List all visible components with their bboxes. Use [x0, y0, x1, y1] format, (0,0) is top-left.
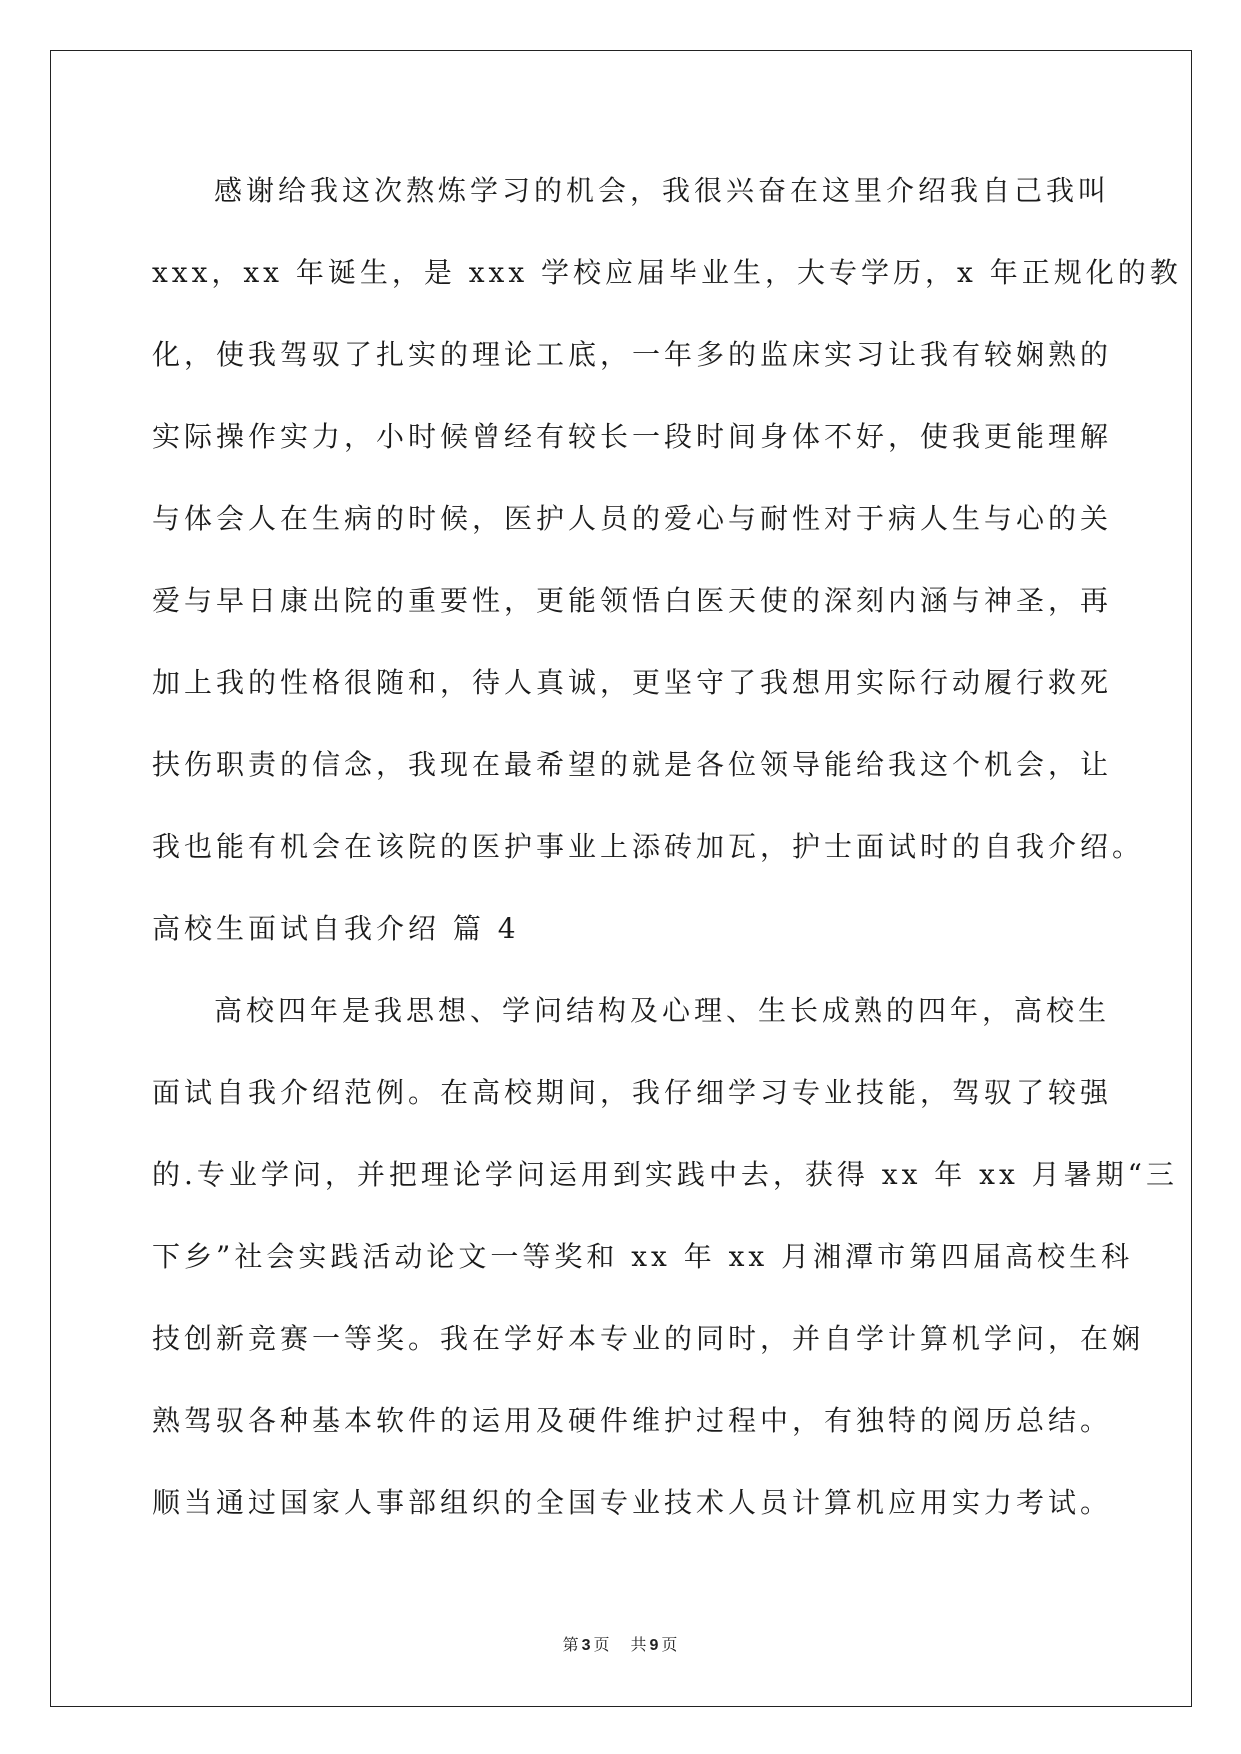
paragraph-1-line-7: 加上我的性格很随和，待人真诚，更坚守了我想用实际行动履行救死: [152, 666, 1113, 699]
paragraph-1-line-6: 爱与早日康出院的重要性，更能领悟白医天使的深刻内涵与神圣，再: [152, 584, 1113, 617]
total-prefix: 共: [630, 1635, 648, 1654]
paragraph-1-line-8: 扶伤职责的信念，我现在最希望的就是各位领导能给我这个机会，让: [152, 748, 1113, 781]
page-footer: [0, 1632, 1241, 1655]
paragraph-1-line-2: xxx，xx 年诞生，是 xxx 学校应届毕业生，大专学历，x 年正规化的教: [152, 256, 1182, 289]
paragraph-2-line-3: 的.专业学问，并把理论学问运用到实践中去，获得 xx 年 xx 月暑期“三: [152, 1158, 1178, 1191]
paragraph-1-line-5: 与体会人在生病的时候，医护人员的爱心与耐性对于病人生与心的关: [152, 502, 1113, 535]
paragraph-2-line-7: 顺当通过国家人事部组织的全国专业技术人员计算机应用实力考试。: [152, 1486, 1113, 1519]
paragraph-1-line-9: 我也能有机会在该院的医护事业上添砖加瓦，护士面试时的自我介绍。: [152, 830, 1145, 863]
page-prefix: 第: [562, 1635, 580, 1654]
paragraph-2-line-5: 技创新竞赛一等奖。我在学好本专业的同时，并自学计算机学问，在娴: [152, 1322, 1145, 1355]
paragraph-2-line-6: 熟驾驭各种基本软件的运用及硬件维护过程中，有独特的阅历总结。: [152, 1404, 1113, 1437]
paragraph-1-line-3: 化，使我驾驭了扎实的理论工底，一年多的监床实习让我有较娴熟的: [152, 338, 1113, 371]
document-body: [152, 167, 1182, 1561]
total-suffix: 页: [661, 1635, 679, 1654]
total-page-count: 9: [649, 1637, 660, 1654]
paragraph-1-line-4: 实际操作实力，小时候曾经有较长一段时间身体不好，使我更能理解: [152, 420, 1113, 453]
section-heading: 高校生面试自我介绍 篇 4: [152, 912, 520, 945]
paragraph-2-line-2: 面试自我介绍范例。在高校期间，我仔细学习专业技能，驾驭了较强: [152, 1076, 1113, 1109]
paragraph-2-line-4: 下乡”社会实践活动论文一等奖和 xx 年 xx 月湘潭市第四届高校生科: [152, 1240, 1134, 1273]
page-suffix: 页: [593, 1635, 611, 1654]
paragraph-1-line-1: 感谢给我这次熬炼学习的机会，我很兴奋在这里介绍我自己我叫: [214, 174, 1111, 207]
paragraph-2-line-1: 高校四年是我思想、学问结构及心理、生长成熟的四年，高校生: [214, 994, 1111, 1027]
current-page-number: 3: [581, 1637, 592, 1654]
